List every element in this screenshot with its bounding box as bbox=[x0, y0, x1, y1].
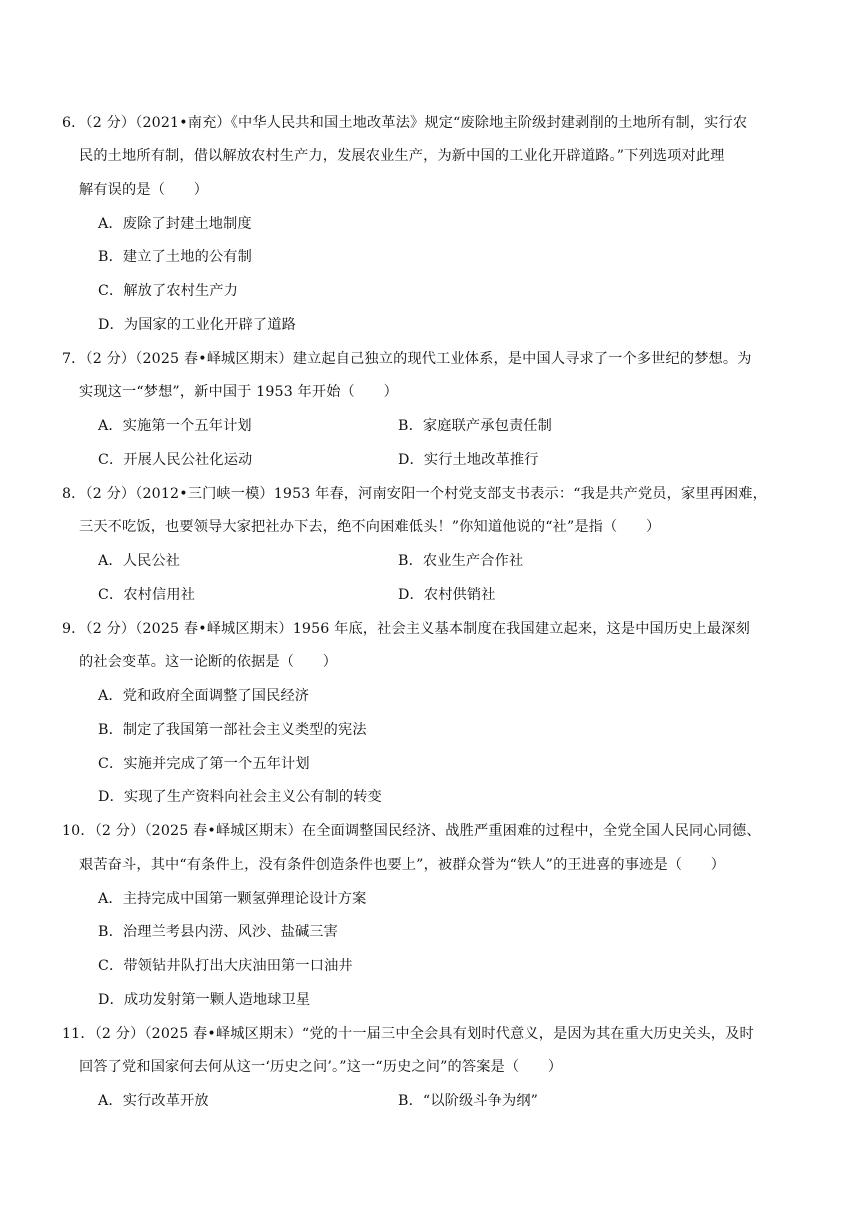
question-10-option-b: B．治理兰考县内涝、风沙、盐碱三害 bbox=[98, 924, 338, 940]
question-10-stem-line-2: 艰苦奋斗，其中“有条件上，没有条件创造条件也要上”，被群众誉为“铁人”的王进喜的事迹是（ ） bbox=[79, 857, 726, 873]
question-10-option-a: A．主持完成中国第一颗氢弹理论设计方案 bbox=[98, 891, 367, 907]
question-7-option-d: D．实行土地改革推行 bbox=[398, 452, 539, 468]
question-6-option-c: C．解放了农村生产力 bbox=[98, 283, 239, 299]
question-7-option-b: B．家庭联产承包责任制 bbox=[398, 418, 552, 434]
question-8-stem-line-2: 三天不吃饭，也要领导大家把社办下去，绝不向困难低头！”你知道他说的“社”是指（ ） bbox=[79, 519, 661, 535]
question-6-option-b: B．建立了土地的公有制 bbox=[98, 249, 252, 265]
question-8-option-d: D．农村供销社 bbox=[398, 587, 496, 603]
question-8-option-a: A．人民公社 bbox=[98, 553, 181, 569]
question-10-option-c: C．带领钻井队打出大庆油田第一口油井 bbox=[98, 958, 353, 974]
question-9-option-c: C．实施并完成了第一个五年计划 bbox=[98, 756, 310, 772]
question-8-option-b: B．农业生产合作社 bbox=[398, 553, 524, 569]
question-6-option-a: A．废除了封建土地制度 bbox=[98, 216, 252, 232]
question-11-option-a: A．实行改革开放 bbox=[98, 1093, 209, 1109]
question-7-stem-line-1: 7．（2 分）（2025 春•峄城区期末）建立起自己独立的现代工业体系，是中国人寻求了一个多世纪的梦想。为 bbox=[62, 351, 752, 367]
question-10-stem-line-1: 10．（2 分）（2025 春•峄城区期末）在全面调整国民经济、战胜严重困难的过程中，全党全国人民同心同德、 bbox=[62, 823, 761, 839]
question-8-stem-line-1: 8．（2 分）（2012•三门峡一模）1953 年春，河南安阳一个村党支部支书表示：“我是共产党员，家里再困难， bbox=[62, 486, 767, 502]
question-6-stem-line-3: 解有误的是（ ） bbox=[79, 182, 209, 198]
question-8-option-c: C．农村信用社 bbox=[98, 587, 196, 603]
question-6-stem-line-1: 6．（2 分）（2021•南充）《中华人民共和国土地改革法》规定“废除地主阶级封建剥削的土地所有制，实行农 bbox=[62, 115, 748, 131]
question-10-option-d: D．成功发射第一颗人造地球卫星 bbox=[98, 992, 311, 1008]
question-7-option-c: C．开展人民公社化运动 bbox=[98, 452, 253, 468]
question-9-option-a: A．党和政府全面调整了国民经济 bbox=[98, 688, 310, 704]
question-9-option-d: D．实现了生产资料向社会主义公有制的转变 bbox=[98, 789, 382, 805]
question-7-option-a: A．实施第一个五年计划 bbox=[98, 418, 252, 434]
question-7-stem-line-2: 实现这一“梦想”，新中国于 1953 年开始（ ） bbox=[79, 384, 398, 400]
question-9-option-b: B．制定了我国第一部社会主义类型的宪法 bbox=[98, 722, 367, 738]
question-9-stem-line-2: 的社会变革。这一论断的依据是（ ） bbox=[79, 654, 338, 670]
question-11-stem-line-1: 11．（2 分）（2025 春•峄城区期末）“党的十一届三中全会具有划时代意义，是因为其在重大历史关头，及时 bbox=[62, 1026, 754, 1042]
question-11-option-b: B．“以阶级斗争为纲” bbox=[398, 1093, 539, 1109]
question-6-option-d: D．为国家的工业化开辟了道路 bbox=[98, 317, 296, 333]
question-6-stem-line-2: 民的土地所有制，借以解放农村生产力，发展农业生产，为新中国的工业化开辟道路。”下列选项对此理 bbox=[79, 148, 725, 164]
question-9-stem-line-1: 9．（2 分）（2025 春•峄城区期末）1956 年底，社会主义基本制度在我国建立起来，这是中国历史上最深刻 bbox=[62, 621, 750, 637]
question-11-stem-line-2: 回答了党和国家何去何从这一‘历史之问’。”这一“历史之问”的答案是（ ） bbox=[79, 1059, 563, 1075]
